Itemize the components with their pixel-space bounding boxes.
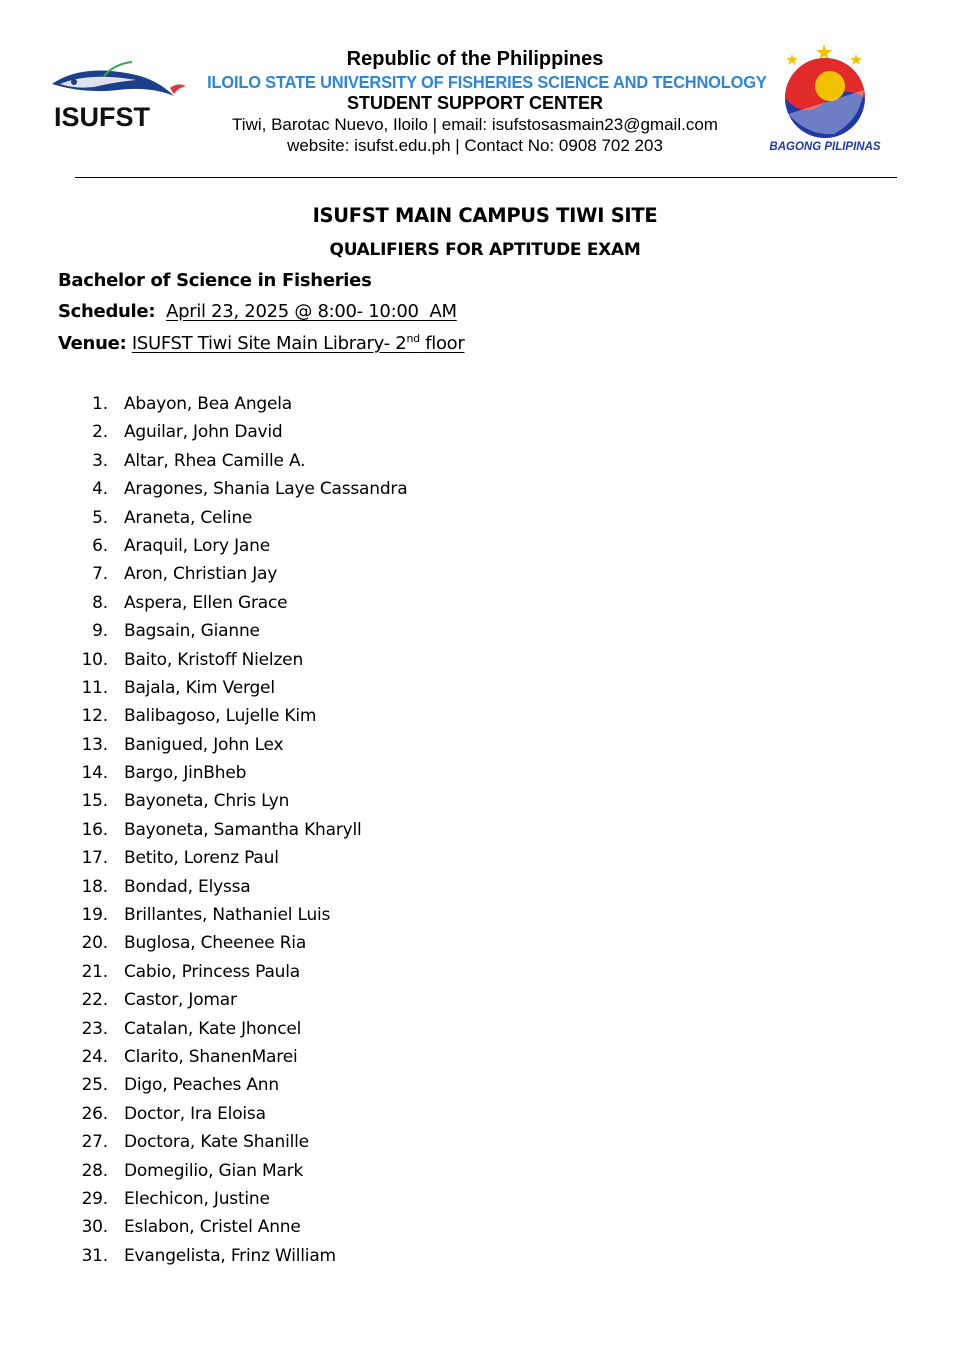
list-item-number: 27. (81, 1132, 108, 1153)
list-item-name: Buglosa, Cheenee Ria (124, 933, 307, 954)
list-item-name: Catalan, Kate Jhoncel (124, 1018, 302, 1039)
qualifiers-list (0, 390, 970, 1270)
list-item-number: 22. (81, 990, 108, 1011)
document-title: ISUFST MAIN CAMPUS TIWI SITE (312, 204, 658, 227)
list-item-name: Bondad, Elyssa (124, 876, 251, 897)
list-item-name: Bayoneta, Chris Lyn (124, 791, 290, 812)
list-item (0, 844, 970, 872)
letterhead-text (190, 47, 767, 156)
list-item (0, 447, 970, 475)
list-item-name: Evangelista, Frinz William (124, 1245, 336, 1266)
list-item (0, 390, 970, 418)
list-item-number: 1. (92, 394, 108, 414)
list-item (0, 1157, 970, 1185)
list-item (0, 1015, 970, 1043)
list-item (0, 1213, 970, 1241)
list-item-number: 21. (81, 961, 108, 982)
list-item-name: Elechicon, Justine (124, 1188, 270, 1209)
venue-value-sup: nd (406, 332, 420, 345)
schedule-label: Schedule: (58, 301, 156, 322)
list-item-name: Banigued, John Lex (124, 734, 284, 755)
list-item-number: 4. (92, 479, 108, 500)
list-item-number: 16. (81, 819, 108, 840)
schedule-line (58, 301, 457, 322)
program-line (58, 270, 372, 291)
address-line: Tiwi, Barotac Nuevo, Iloilo | email: isufstosasmain23@gmail.com (232, 115, 718, 134)
schedule-value: April 23, 2025 @ 8:00- 10:00 AM (166, 301, 457, 322)
center-name: STUDENT SUPPORT CENTER (346, 93, 604, 113)
logo-right-text: BAGONG PILIPINAS (769, 141, 881, 153)
bagong-pilipinas-logo-icon (764, 40, 886, 158)
list-item-number: 23. (81, 1018, 108, 1039)
list-item-name: Abayon, Bea Angela (124, 394, 293, 414)
list-item-number: 2. (92, 422, 108, 443)
venue-label: Venue: (58, 333, 127, 354)
list-item-number: 17. (81, 848, 108, 869)
venue-value (132, 333, 465, 354)
venue-line (58, 332, 465, 354)
list-item-number: 10. (81, 649, 108, 670)
list-item (0, 504, 970, 532)
list-item-name: Digo, Peaches Ann (124, 1075, 279, 1096)
header-divider (75, 177, 897, 178)
list-item-name: Doctor, Ira Eloisa (124, 1103, 266, 1124)
list-item-number: 20. (81, 933, 108, 954)
list-item-number: 31. (81, 1245, 108, 1266)
list-item-name: Aguilar, John David (124, 422, 283, 443)
list-item-number: 3. (92, 450, 108, 471)
list-item (0, 1128, 970, 1156)
list-item (0, 816, 970, 844)
list-item (0, 787, 970, 815)
list-item-number: 9. (92, 621, 108, 642)
list-item-name: Baito, Kristoff Nielzen (124, 649, 304, 670)
list-item-name: Betito, Lorenz Paul (124, 848, 279, 869)
letterhead (0, 0, 970, 185)
list-item-name: Aron, Christian Jay (124, 564, 278, 585)
list-item-number: 26. (81, 1103, 108, 1124)
list-item-number: 14. (81, 763, 108, 784)
list-item (0, 560, 970, 588)
list-item-number: 6. (92, 535, 108, 556)
list-item (0, 1071, 970, 1099)
list-item-number: 11. (81, 677, 108, 698)
list-item-name: Bargo, JinBheb (124, 763, 247, 784)
venue-value-main: ISUFST Tiwi Site Main Library- 2 (131, 333, 407, 354)
list-item (0, 958, 970, 986)
list-item-number: 18. (81, 876, 108, 897)
logo-left-text: ISUFST (54, 102, 151, 132)
contact-line: website: isufst.edu.ph | Contact No: 0908 702 203 (287, 136, 663, 155)
list-item-name: Araquil, Lory Jane (124, 535, 270, 556)
list-item-number: 7. (92, 564, 108, 585)
list-item-number: 24. (81, 1046, 108, 1067)
list-item (0, 418, 970, 446)
list-item (0, 1185, 970, 1213)
list-item (0, 674, 970, 702)
document-subtitle: QUALIFIERS FOR APTITUDE EXAM (329, 240, 641, 260)
list-item-name: Aspera, Ellen Grace (124, 592, 288, 613)
list-item (0, 1100, 970, 1128)
list-item-name: Doctora, Kate Shanille (124, 1132, 309, 1153)
list-item-number: 8. (92, 592, 108, 613)
program-name: Bachelor of Science in Fisheries (58, 270, 372, 291)
list-item (0, 759, 970, 787)
university-name: ILOILO STATE UNIVERSITY OF FISHERIES SCIENCE AND TECHNOLOGY (207, 72, 767, 92)
list-item-name: Bayoneta, Samantha Kharyll (124, 819, 362, 840)
list-item-number: 25. (81, 1075, 108, 1096)
list-item-name: Domegilio, Gian Mark (124, 1160, 304, 1181)
list-item (0, 873, 970, 901)
republic-line: Republic of the Philippines (346, 48, 604, 70)
list-item-number: 29. (81, 1188, 108, 1209)
list-item-number: 12. (81, 706, 108, 727)
list-item-name: Castor, Jomar (124, 990, 237, 1011)
list-item-number: 13. (81, 734, 108, 755)
list-item-number: 15. (81, 791, 108, 812)
list-item-number: 28. (81, 1160, 108, 1181)
list-item-number: 19. (81, 905, 108, 926)
list-item-name: Eslabon, Cristel Anne (124, 1217, 301, 1238)
list-item-name: Aragones, Shania Laye Cassandra (124, 479, 408, 500)
list-item (0, 731, 970, 759)
isufst-logo-icon (44, 56, 189, 134)
list-item (0, 901, 970, 929)
list-item-number: 5. (92, 507, 108, 528)
list-item-name: Balibagoso, Lujelle Kim (124, 706, 317, 727)
list-item (0, 475, 970, 503)
list-item (0, 589, 970, 617)
list-item-name: Cabio, Princess Paula (124, 961, 300, 982)
list-item-name: Bagsain, Gianne (124, 621, 260, 642)
list-item-name: Clarito, ShanenMarei (124, 1046, 298, 1067)
list-item (0, 646, 970, 674)
list-item (0, 617, 970, 645)
list-item-name: Araneta, Celine (124, 507, 253, 528)
list-item (0, 1242, 970, 1270)
list-item-number: 30. (81, 1217, 108, 1238)
list-item (0, 986, 970, 1014)
list-item (0, 1043, 970, 1071)
list-item-name: Bajala, Kim Vergel (124, 677, 275, 698)
list-item (0, 929, 970, 957)
list-item (0, 532, 970, 560)
list-item-name: Altar, Rhea Camille A. (124, 450, 306, 471)
list-item (0, 702, 970, 730)
venue-value-end: floor (419, 333, 465, 354)
list-item-name: Brillantes, Nathaniel Luis (124, 905, 331, 926)
